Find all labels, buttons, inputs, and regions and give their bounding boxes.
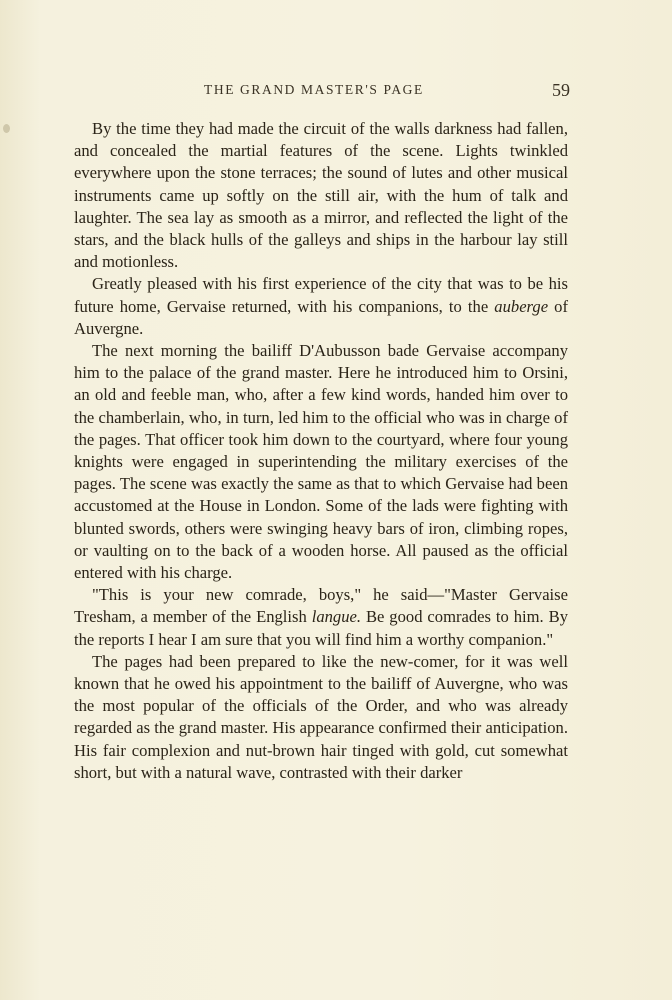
paragraph-text: Greatly pleased with his first experience of the city that was to be his future home, Gervaise returned, with his companions, to the bbox=[74, 274, 568, 316]
italic-term: auberge bbox=[494, 296, 549, 316]
page-header bbox=[204, 80, 570, 100]
body-text bbox=[74, 118, 568, 784]
paragraph: The next morning the bailiff D'Aubusson bade Gervaise accompany him to the palace of the grand master. Here he introduced him to Orsini, an old and feeble man, who, after a few kind words, handed him over to the chamberlain, who, in turn, led him to the official who was in charge of the pages. That officer took him down to the courtyard, where four young knights were engaged in superintending the military exercises of the pages. The scene was exactly the same as that to which Gervaise had been accustomed at the House in London. Some of the lads were fighting with blunted swords, others were swinging heavy bars of iron, climbing ropes, or vaulting on to the back of a wooden horse. All paused as the official entered with his charge. bbox=[74, 341, 568, 583]
paragraph-text: "This is your new comrade, boys," he said—"Master Gervaise Tresham, a member of the English bbox=[74, 585, 568, 627]
page-number: 59 bbox=[552, 80, 570, 100]
paragraph bbox=[74, 584, 568, 651]
italic-term: langue. bbox=[311, 607, 362, 627]
paragraph: The pages had been prepared to like the new-comer, for it was well known that he owed his appointment to the bailiff of Auvergne, who was the most popular of the officials of the Order, and who was already regarded as the grand master. His appearance confirmed their anticipation. His fair complexion and nut-brown hair tinged with gold, cut somewhat short, but with a natural wave, contrasted with their darker bbox=[74, 651, 568, 782]
running-head: THE GRAND MASTER'S PAGE bbox=[204, 82, 424, 97]
paragraph bbox=[74, 273, 568, 340]
paragraph-text: of Auvergne. bbox=[74, 296, 568, 338]
page-blemish bbox=[3, 124, 10, 133]
paragraph-text: Be good comrades to him. By the reports I hear I am sure that you will find him a worthy companion." bbox=[74, 607, 568, 649]
paragraph: By the time they had made the circuit of the walls darkness had fallen, and concealed the martial features of the scene. Lights twinkled everywhere upon the stone terraces; the sound of lutes and other musical instruments came up softly on the still air, with the hum of talk and laughter. The sea lay as smooth as a mirror, and reflected the light of the stars, and the black hulls of the galleys and ships in the harbour lay still and motionless. bbox=[74, 119, 568, 272]
